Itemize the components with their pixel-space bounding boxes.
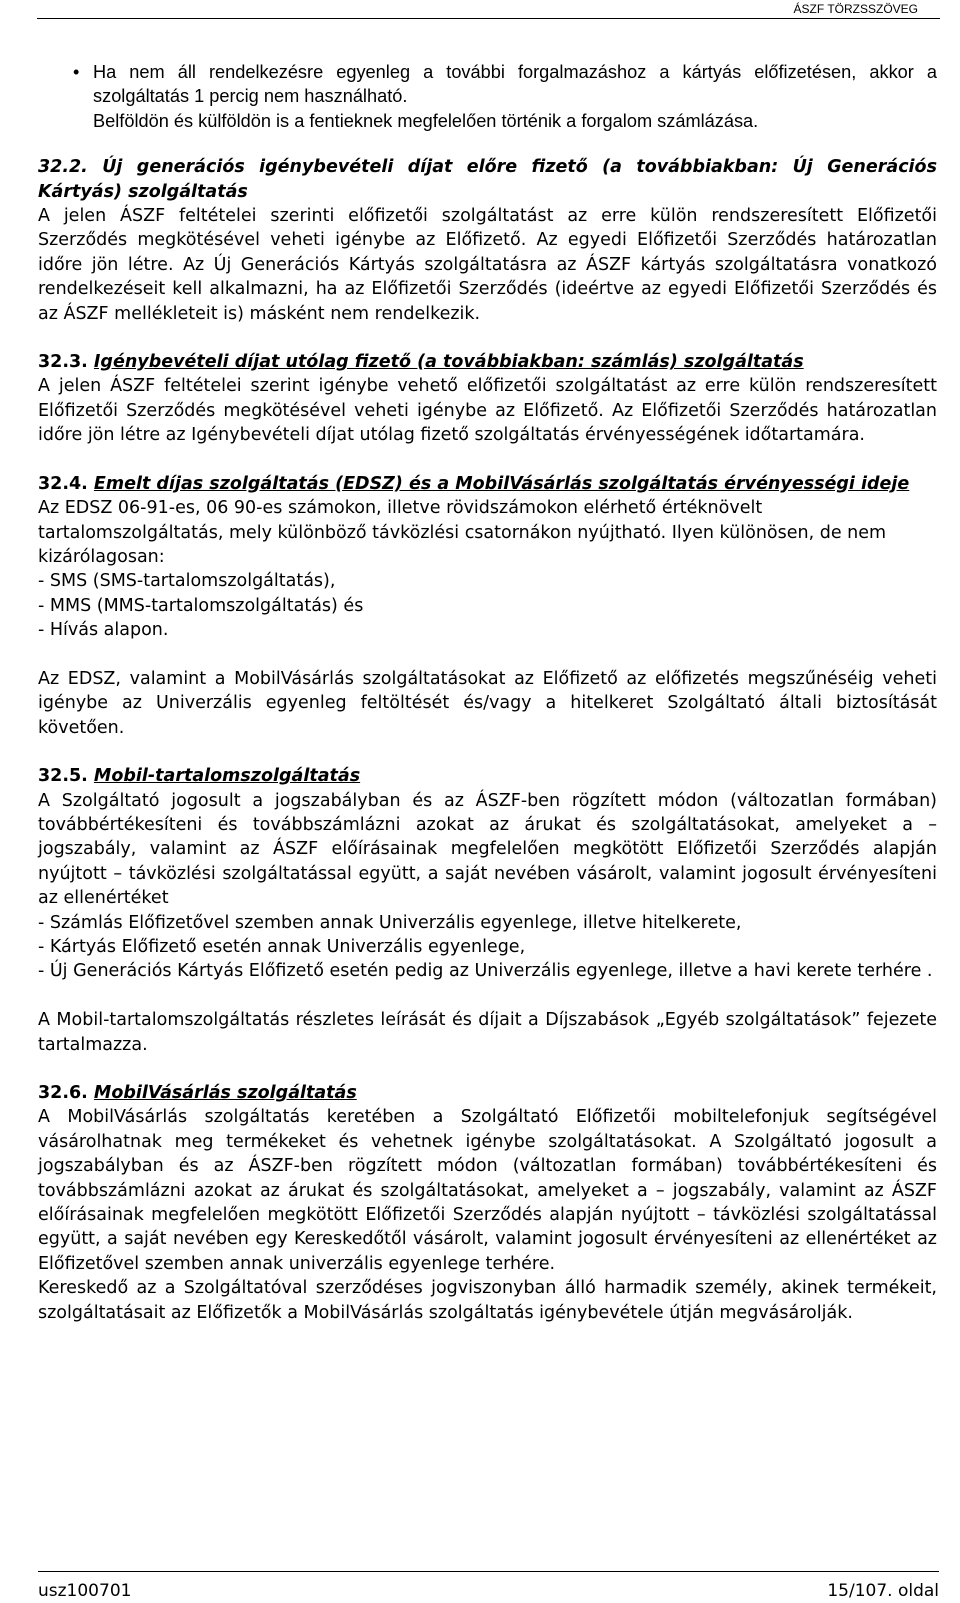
section-paragraph: A jelen ÁSZF feltételei szerinti előfizetői szolgáltatást az erre külön rendszeresített Előfizetői Szerződés megkötésével veheti igénybe az Előfizető. Az egyedi Előfizetői Szerződés határozatlan időre jön létre. Az Új Generációs Kártyás szolgáltatásra az ÁSZF kártyás szolgáltatásra vonatkozó rendelkezéseit kell alkalmazni, ha az Előfizetői Szerződés (ideértve az egyedi Előfizetői Szerződés és az ÁSZF mellékleteit is) másként nem rendelkezik.	[38, 206, 937, 324]
section-paragraph: Az EDSZ 06-91-es, 06 90-es számokon, illetve rövidszámokon elérhető értéknövelt tartalomszolgáltatás, mely különböző távközlési csatornákon nyújtható. Ilyen különösen, de nem kizárólagosan:	[38, 498, 887, 567]
section-title: Új generációs igénybevételi díjat előre fizető (a továbbiakban: Új Generációs Kártyás) szolgáltatás	[38, 157, 937, 202]
section-title: MobilVásárlás szolgáltatás	[93, 1083, 357, 1103]
section-32-6	[38, 1081, 937, 1325]
section-title: Emelt díjas szolgáltatás (EDSZ) és a MobilVásárlás szolgáltatás érvényességi ideje	[93, 473, 910, 494]
section-heading	[38, 155, 937, 204]
section-paragraph: A Szolgáltató jogosult a jogszabályban és az ÁSZF-ben rögzített módon (változatlan formában) továbbértékesíteni és továbbszámlázni azokat az árukat és szolgáltatásokat, amelyeket a – jogszabály, valamint az ÁSZF előírásainak megfelelően megkötött Előfizetői Szerződés alapján nyújtott – távközlési szolgáltatással együtt, a saját nevében vásárolt, valamint jogosult érvényesíteni az ellenértéket	[38, 790, 937, 909]
section-heading	[38, 1081, 937, 1105]
list-item: - Új Generációs Kártyás Előfizető esetén pedig az Univerzális egyenlege, illetve a havi kerete terhére .	[38, 961, 933, 982]
section-paragraph: A jelen ÁSZF feltételei szerint igénybe vehető előfizetői szolgáltatást az erre külön rendszeresített Előfizetői Szerződés megkötésével veheti igénybe az Előfizető. Az Előfizetői Szerződés határozatlan időre jön létre az Igénybevételi díjat utólag fizető szolgáltatás érvényességének időtartamára.	[38, 376, 937, 446]
section-paragraph: A MobilVásárlás szolgáltatás keretében a Szolgáltató Előfizetői mobiltelefonjuk segítségével vásárolhatnak meg termékeket és vehetnek igénybe szolgáltatásokat. A Szolgáltató jogosult a jogszabályban és az ÁSZF-ben rögzített módon (változatlan formában) továbbértékesíteni és továbbszámlázni azokat az árukat és szolgáltatásokat, amelyeket a – jogszabály, valamint az ÁSZF előírásainak megfelelően megkötött Előfizetői Szerződés alapján nyújtott – távközlési szolgáltatással együtt, a saját nevében egy Kereskedőtől vásárolt, valamint jogosult érvényesíteni az ellenértéket az Előfizetővel szemben annak univerzális egyenlege terhére.	[38, 1107, 937, 1274]
section-paragraph: A Mobil-tartalomszolgáltatás részletes leírását és díjait a Díjszabások „Egyéb szolgáltatások” fejezete tartalmazza.	[38, 1010, 937, 1055]
page-footer	[38, 1571, 939, 1602]
header-title: ÁSZF TÖRZSSZÖVEG	[793, 2, 918, 16]
intro-bullet-block	[38, 60, 937, 133]
page-header	[37, 2, 940, 19]
section-number: 32.6.	[38, 1083, 88, 1103]
document-body	[38, 60, 937, 1325]
section-title: Mobil-tartalomszolgáltatás	[93, 766, 361, 787]
section-heading	[38, 350, 937, 374]
intro-follow-text: Belföldön és külföldön is a fentieknek megfelelően történik a forgalom számlázása.	[93, 110, 759, 131]
footer-page-number: 15/107. oldal	[827, 1581, 939, 1601]
footer-doc-code: usz100701	[38, 1581, 132, 1601]
section-heading	[38, 764, 937, 788]
section-32-4	[38, 472, 937, 740]
section-paragraph: Az EDSZ, valamint a MobilVásárlás szolgáltatásokat az Előfizető az előfizetés megszűnéséig veheti igénybe az Univerzális egyenleg feltöltését és/vagy a hitelkeret Szolgáltató általi biztosítását követően.	[38, 668, 937, 738]
section-title: Igénybevételi díjat utólag fizető (a továbbiakban: számlás) szolgáltatás	[93, 352, 804, 373]
intro-bullet-text: Ha nem áll rendelkezésre egyenleg a további forgalmazáshoz a kártyás előfizetésen, akkor a szolgáltatás 1 percig nem használható.	[93, 62, 937, 107]
section-32-3	[38, 350, 937, 448]
bullet-icon: •	[73, 62, 80, 82]
list-item: - MMS (MMS-tartalomszolgáltatás) és	[38, 595, 364, 616]
section-number: 32.5.	[38, 766, 88, 787]
list-item: - Kártyás Előfizető esetén annak Univerzális egyenlege,	[38, 936, 526, 957]
section-32-2	[38, 155, 937, 326]
list-item: - Számlás Előfizetővel szemben annak Univerzális egyenlege, illetve hitelkerete,	[38, 912, 742, 933]
section-paragraph: Kereskedő az a Szolgáltatóval szerződéses jogviszonyban álló harmadik személy, akinek termékeit, szolgáltatásait az Előfizetők a MobilVásárlás szolgáltatás igénybevétele útján megvásárolják.	[38, 1278, 937, 1323]
section-heading	[38, 472, 937, 496]
section-32-5	[38, 764, 937, 1057]
section-number: 32.2.	[38, 157, 88, 178]
list-item: - Hívás alapon.	[38, 620, 169, 641]
list-item: - SMS (SMS-tartalomszolgáltatás),	[38, 571, 336, 592]
section-number: 32.4.	[38, 473, 88, 494]
section-number: 32.3.	[38, 352, 88, 373]
